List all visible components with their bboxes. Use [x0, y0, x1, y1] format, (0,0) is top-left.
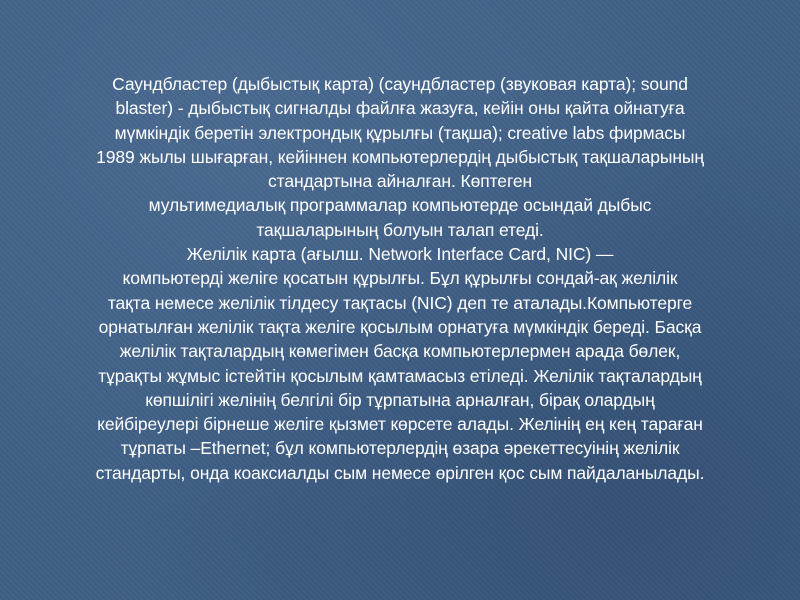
text-line: 1989 жылы шығарған, кейіннен компьютерлердің дыбыстық тақшаларының [96, 146, 704, 167]
text-line: кейбіреулері бірнеше желіге қызмет көрсете алады. Желінің ең кең тараған [97, 414, 703, 435]
text-line: көпшілігі желінің белгілі бір тұрпатына арналған, бірақ олардың [145, 389, 655, 410]
text-line: тұрпаты –Ethernet; бұл компьютерлердің өзара әрекеттесуінің желілік [120, 438, 680, 459]
text-line: мультимедиалық программалар компьютерде осындай дыбыс [148, 195, 652, 216]
text-line: желілік тақталардың көмегімен басқа компьютерлермен арада бөлек, [119, 341, 681, 362]
text-line: стандартына айналған. Көптеген [267, 171, 533, 192]
text-line: тақшаларының болуын талап етеді. [256, 219, 544, 240]
slide-text-block [40, 72, 760, 485]
text-line: Саундбластер (дыбыстық карта) (саундбластер (звуковая карта); sound [112, 74, 688, 94]
text-line: Желілік карта (ағылш. Network Interface Card, NIC) — [186, 244, 614, 265]
text-line: стандарты, онда коаксиалды сым немесе өрілген қос сым пайдаланылады. [95, 462, 705, 483]
text-line: орнатылған желілік тақта желіге қосылым орнатуға мүмкіндік береді. Басқа [98, 316, 702, 337]
text-line: компьютерді желіге қосатын құрылғы. Бұл құрылғы сондай-ақ желілік [122, 268, 678, 289]
text-line: мүмкіндік беретін электрондық құрылғы (тақша); creative labs фирмасы [114, 122, 686, 143]
text-line: тұрақты жұмыс істейтін қосылым қамтамасыз етіледі. Желілік тақталардың [98, 365, 702, 386]
text-line: blaster) - дыбыстық сигналды файлға жазуға, кейін оны қайта ойнатуға [115, 98, 685, 119]
text-line: тақта немесе желілік тілдесу тақтасы (NIC) деп те аталады.Компьютерге [107, 292, 693, 313]
